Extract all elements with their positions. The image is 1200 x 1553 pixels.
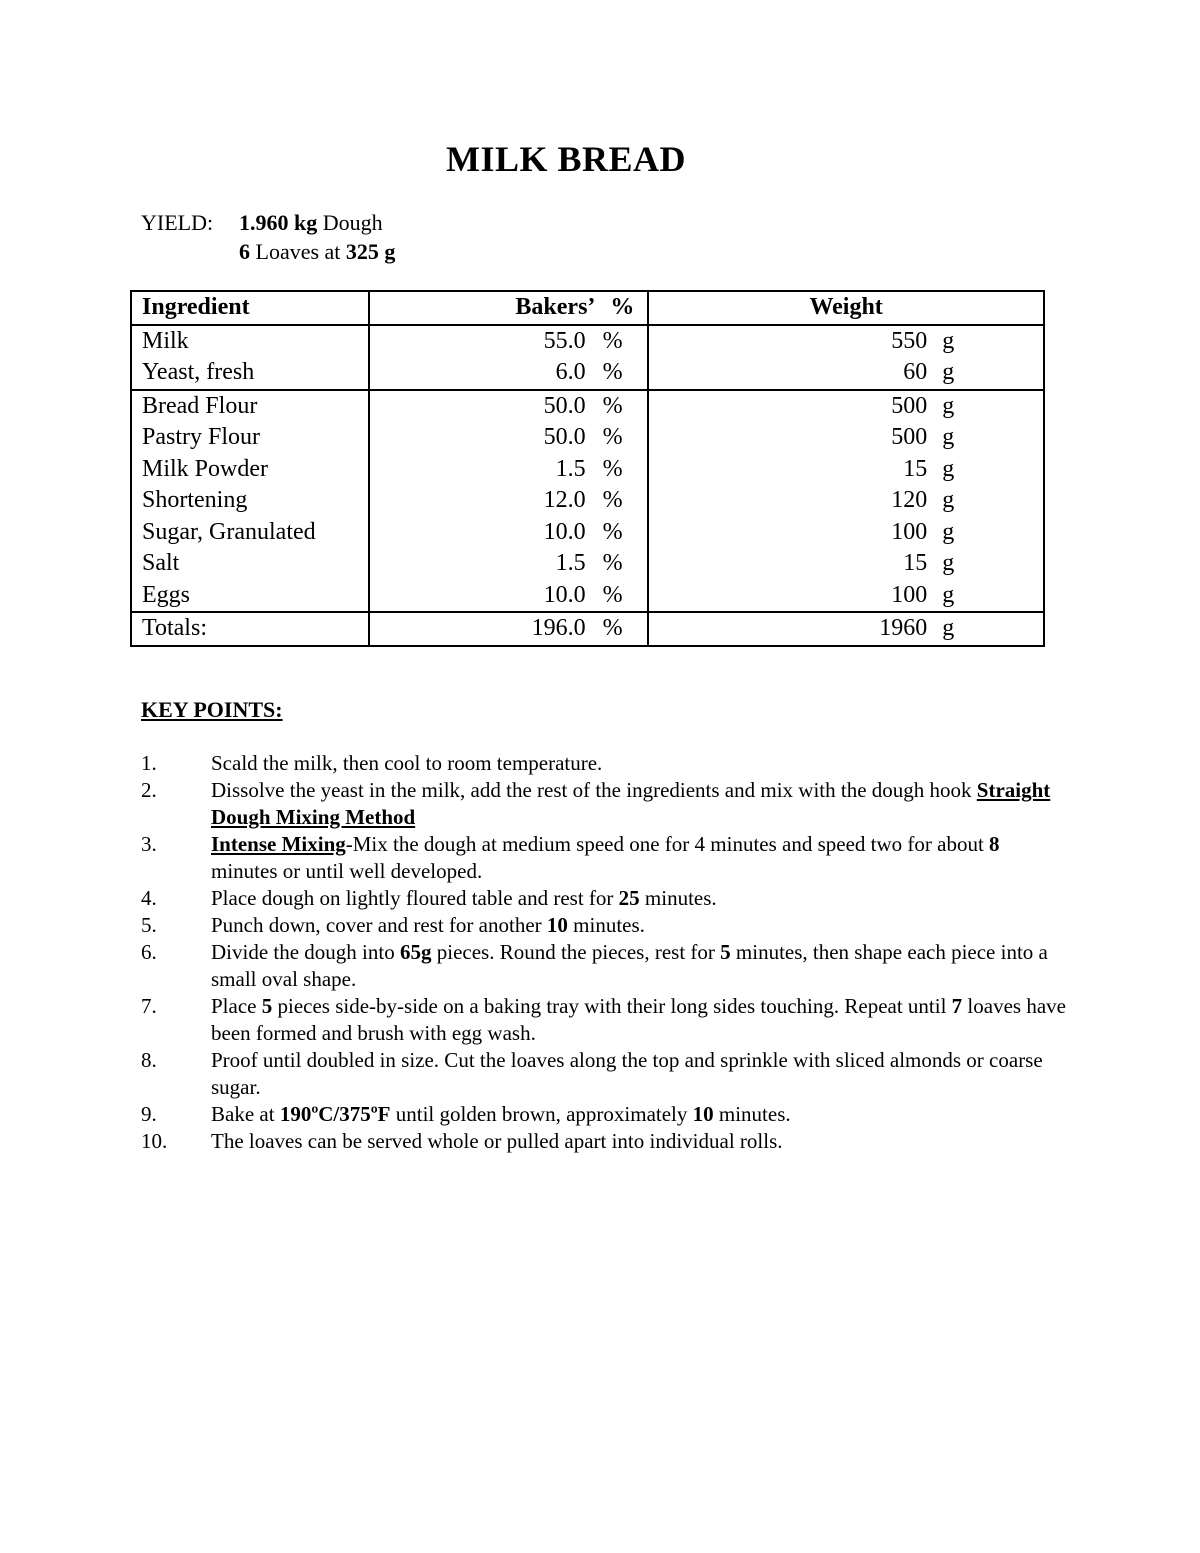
list-item: [141, 777, 1071, 831]
bakers-pct: 55.0: [543, 327, 586, 354]
step-text: minutes.: [639, 886, 717, 910]
bakers-pct-cell: [369, 357, 649, 390]
list-item: [141, 1047, 1071, 1101]
step-text: minutes, then shape each piece into a small oval shape.: [211, 940, 1048, 991]
yield-line-dough: [141, 208, 395, 237]
bakers-pct-unit: %: [602, 392, 623, 419]
step-text: Scald the milk, then cool to room temperature.: [211, 751, 603, 775]
step-text: Dissolve the yeast in the milk, add the rest of the ingredients and mix with the dough hook: [211, 778, 977, 802]
key-points-heading: KEY POINTS:: [141, 697, 283, 722]
step-text: Divide the dough into: [211, 940, 400, 964]
ingredient-name: Sugar, Granulated: [142, 518, 316, 545]
bakers-pct-unit: %: [602, 327, 623, 354]
totals-weight-unit: g: [942, 615, 955, 642]
totals-row: [131, 612, 1044, 646]
step-number: 9.: [141, 1102, 157, 1126]
bakers-pct: 6.0: [555, 359, 586, 386]
step-text: Straight Dough Mixing Method: [211, 778, 1051, 829]
table-header-row: [131, 291, 1044, 325]
ingredient-name: Salt: [142, 550, 180, 577]
ingredient-name: Eggs: [142, 581, 190, 608]
list-item: [141, 912, 1071, 939]
weight-value: 15: [903, 455, 928, 482]
step-text: 7: [951, 994, 963, 1018]
table-row: [131, 422, 1044, 454]
yield-label: YIELD:: [141, 210, 214, 235]
step-text: 190ºC/375ºF: [279, 1102, 391, 1126]
weight-value: 550: [891, 327, 928, 354]
ingredient-name: Bread Flour: [131, 390, 369, 423]
weight-unit: g: [942, 327, 955, 354]
table-row: [131, 548, 1044, 580]
bakers-pct: 1.5: [555, 550, 586, 577]
yield-loaves-weight: 325 g: [345, 239, 396, 264]
yield-block: [141, 208, 395, 266]
bakers-pct-unit: %: [602, 581, 623, 608]
totals-pct-cell: [369, 612, 649, 646]
bakers-pct-unit: %: [602, 455, 623, 482]
list-item: [141, 885, 1071, 912]
step-number: 6.: [141, 940, 157, 964]
step-text: Place dough on lightly floured table and rest for: [211, 886, 619, 910]
bakers-pct-cell: [369, 325, 649, 358]
totals-label: Totals:: [131, 612, 369, 646]
table-row: [131, 485, 1044, 517]
yield-dough-qty: 1.960 kg: [239, 210, 318, 235]
weight-cell: [648, 548, 1044, 580]
weight-unit: g: [942, 487, 955, 514]
list-item: [141, 1128, 1071, 1155]
step-number: 5.: [141, 913, 157, 937]
weight-unit: g: [942, 518, 955, 545]
weight-value: 500: [891, 392, 928, 419]
ingredient-name: Milk Powder: [142, 455, 268, 482]
bakers-pct-cell: [369, 485, 649, 517]
totals-weight: 1960: [879, 615, 928, 642]
ingredient-name: Pastry Flour: [142, 424, 261, 451]
bakers-pct: 50.0: [543, 424, 586, 451]
step-text: 25: [618, 886, 640, 910]
step-text: The loaves can be served whole or pulled apart into individual rolls.: [211, 1129, 783, 1153]
ingredient-name: Yeast, fresh: [142, 359, 255, 386]
weight-cell: [648, 325, 1044, 358]
weight-value: 100: [891, 581, 928, 608]
key-points-list: [141, 750, 1071, 1155]
step-text: Punch down, cover and rest for another: [211, 913, 547, 937]
bakers-pct-unit: %: [602, 550, 623, 577]
step-text: loaves have been formed and brush with egg wash.: [211, 994, 1066, 1045]
weight-value: 100: [891, 518, 928, 545]
weight-value: 15: [903, 550, 928, 577]
weight-unit: g: [942, 550, 955, 577]
weight-unit: g: [942, 455, 955, 482]
ingredient-name: Milk: [142, 327, 189, 354]
step-number: 2.: [141, 778, 157, 802]
step-text: minutes.: [713, 1102, 791, 1126]
table-row: [131, 517, 1044, 549]
weight-cell: [648, 485, 1044, 517]
step-text: until golden brown, approximately: [390, 1102, 693, 1126]
list-item: [141, 750, 1071, 777]
weight-cell: [648, 517, 1044, 549]
weight-cell: [648, 454, 1044, 486]
step-number: 3.: [141, 832, 157, 856]
step-text: Intense Mixing: [211, 832, 346, 856]
table-row: [131, 390, 1044, 423]
table-row: [131, 325, 1044, 358]
bakers-pct: 10.0: [543, 518, 586, 545]
step-number: 1.: [141, 751, 157, 775]
bakers-pct-cell: [369, 517, 649, 549]
yield-dough-text: Dough: [317, 210, 383, 235]
step-text: Bake at: [211, 1102, 280, 1126]
bakers-pct-cell: [369, 422, 649, 454]
totals-weight-cell: [648, 612, 1044, 646]
header-bakers-label: Bakers’: [515, 294, 596, 321]
step-text: 10: [692, 1102, 714, 1126]
weight-value: 120: [891, 487, 928, 514]
table-row: [131, 580, 1044, 613]
bakers-pct: 12.0: [543, 487, 586, 514]
bakers-pct: 10.0: [543, 581, 586, 608]
bakers-pct-cell: [369, 548, 649, 580]
step-number: 4.: [141, 886, 157, 910]
header-bakers-unit: %: [610, 294, 635, 321]
step-text: 10: [546, 913, 568, 937]
totals-pct: 196.0: [531, 615, 586, 642]
totals-pct-unit: %: [602, 615, 623, 642]
step-text: Proof until doubled in size. Cut the loaves along the top and sprinkle with sliced almonds or coarse sugar.: [211, 1048, 1043, 1099]
bakers-pct-unit: %: [602, 518, 623, 545]
weight-unit: g: [942, 392, 955, 419]
step-text: -Mix the dough at medium speed one for 4 minutes and speed two for about: [345, 832, 990, 856]
weight-cell: [648, 390, 1044, 423]
weight-cell: [648, 580, 1044, 613]
step-text: Place: [211, 994, 262, 1018]
bakers-pct: 50.0: [543, 392, 586, 419]
weight-value: 500: [891, 424, 928, 451]
yield-loaves-count: 6: [239, 239, 250, 264]
bakers-pct-cell: [369, 454, 649, 486]
bakers-pct-unit: %: [602, 424, 623, 451]
yield-loaves-text: Loaves at: [250, 239, 346, 264]
step-number: 8.: [141, 1048, 157, 1072]
step-number: 10.: [141, 1129, 168, 1153]
recipe-title: MILK BREAD: [445, 139, 687, 179]
step-number: 7.: [141, 994, 157, 1018]
bakers-pct-cell: [369, 580, 649, 613]
weight-unit: g: [942, 359, 955, 386]
bakers-pct-unit: %: [602, 359, 623, 386]
step-text: 5: [720, 940, 731, 964]
step-text: minutes.: [567, 913, 645, 937]
step-text: 5: [261, 994, 273, 1018]
weight-unit: g: [942, 581, 955, 608]
weight-unit: g: [942, 424, 955, 451]
table-row: [131, 357, 1044, 390]
bakers-pct: 1.5: [555, 455, 586, 482]
step-text: pieces side-by-side on a baking tray with their long sides touching. Repeat until: [272, 994, 952, 1018]
list-item: [141, 939, 1071, 993]
yield-line-loaves: [141, 237, 395, 266]
table-row: [131, 454, 1044, 486]
header-weight: Weight: [648, 291, 1044, 325]
header-ingredient: Ingredient: [131, 291, 369, 325]
header-bakers: [369, 291, 649, 325]
list-item: [141, 993, 1071, 1047]
ingredient-name: Shortening: [142, 487, 248, 514]
weight-value: 60: [903, 359, 928, 386]
weight-cell: [648, 357, 1044, 390]
list-item: [141, 831, 1071, 885]
ingredient-table: [130, 290, 1045, 647]
step-text: 65g: [399, 940, 432, 964]
step-text: minutes or until well developed.: [211, 859, 483, 883]
bakers-pct-cell: [369, 390, 649, 423]
step-text: 8: [989, 832, 1000, 856]
step-text: pieces. Round the pieces, rest for: [431, 940, 721, 964]
list-item: [141, 1101, 1071, 1128]
weight-cell: [648, 422, 1044, 454]
bakers-pct-unit: %: [602, 487, 623, 514]
